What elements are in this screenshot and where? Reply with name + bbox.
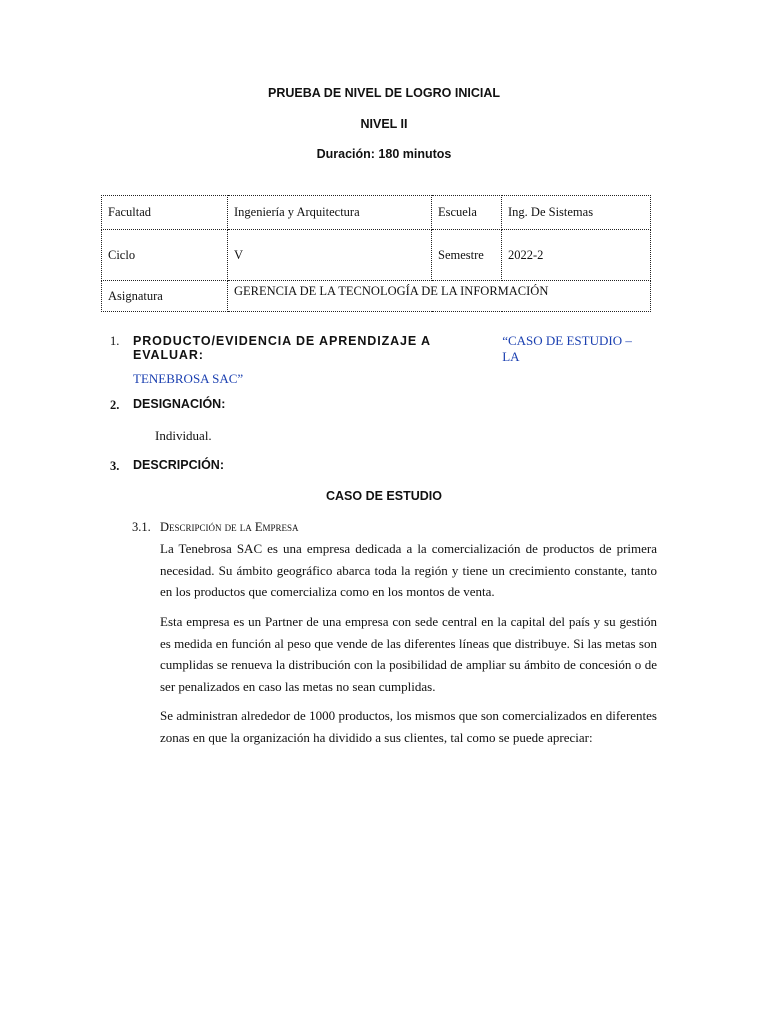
table-cell [432, 230, 502, 281]
section-title: PRODUCTO/EVIDENCIA DE APRENDIZAJE A EVALUAR: [133, 334, 431, 362]
section-number: 3. [110, 459, 120, 473]
table-cell: Facultad [102, 196, 228, 230]
duration-heading: Duración: 180 minutos [316, 147, 452, 161]
table-cell: GERENCIA DE LA TECNOLOGÍA DE LA INFORMACIÓN [228, 281, 651, 312]
section-title: DESIGNACIÓN: [133, 397, 226, 411]
section-number: 2. [110, 398, 120, 412]
designation-value: Individual. [155, 428, 212, 443]
section-heading [133, 333, 651, 387]
table-cell: Asignatura [102, 281, 228, 312]
section-number: 1. [110, 334, 120, 348]
table-cell: Ciclo [102, 230, 228, 281]
section-value-continued: TENEBROSA SAC” [133, 371, 244, 386]
document-title: PRUEBA DE NIVEL DE LOGRO INICIAL [268, 86, 500, 100]
level-heading: NIVEL II [360, 117, 408, 131]
section-value: “CASO DE ESTUDIO – LA [502, 333, 632, 364]
table-row [102, 230, 651, 281]
table-cell: Ing. De Sistemas [502, 196, 651, 230]
subsection-title: Descripción de la Empresa [160, 520, 299, 534]
subsection-number: 3.1. [132, 520, 151, 534]
table-cell: V [228, 230, 432, 281]
semester-label: Semestre [438, 248, 484, 262]
table-cell: Escuela [432, 196, 502, 230]
section-title: DESCRIPCIÓN: [133, 458, 224, 472]
paragraph: Se administran alrededor de 1000 productos, los mismos que son comercializados en diferentes zonas en que la organización ha dividido a sus clientes, tal como se puede apreciar: [160, 708, 657, 745]
section-heading-line [133, 333, 651, 365]
table-cell: Ingeniería y Arquitectura [228, 196, 432, 230]
info-table [101, 195, 651, 312]
table-row [102, 281, 651, 312]
table-cell: 2022-2 [502, 230, 651, 281]
table-row [102, 196, 651, 230]
paragraph: Esta empresa es un Partner de una empresa con sede central en la capital del país y su gestión es medida en función al peso que vende de las diferentes líneas que distribuye. Si las metas son cumplidas se renueva la distribución con la posibilidad de ampliar su ámbito de concesión o de ser penalizados en caso las metas no sean cumplidas. [160, 614, 657, 694]
paragraph: La Tenebrosa SAC es una empresa dedicada a la comercialización de productos de primera necesidad. Su ámbito geográfico abarca toda la región y tiene un crecimiento constante, tanto en los productos que comercializa como en los montos de venta. [160, 541, 657, 599]
case-title: CASO DE ESTUDIO [326, 489, 442, 503]
